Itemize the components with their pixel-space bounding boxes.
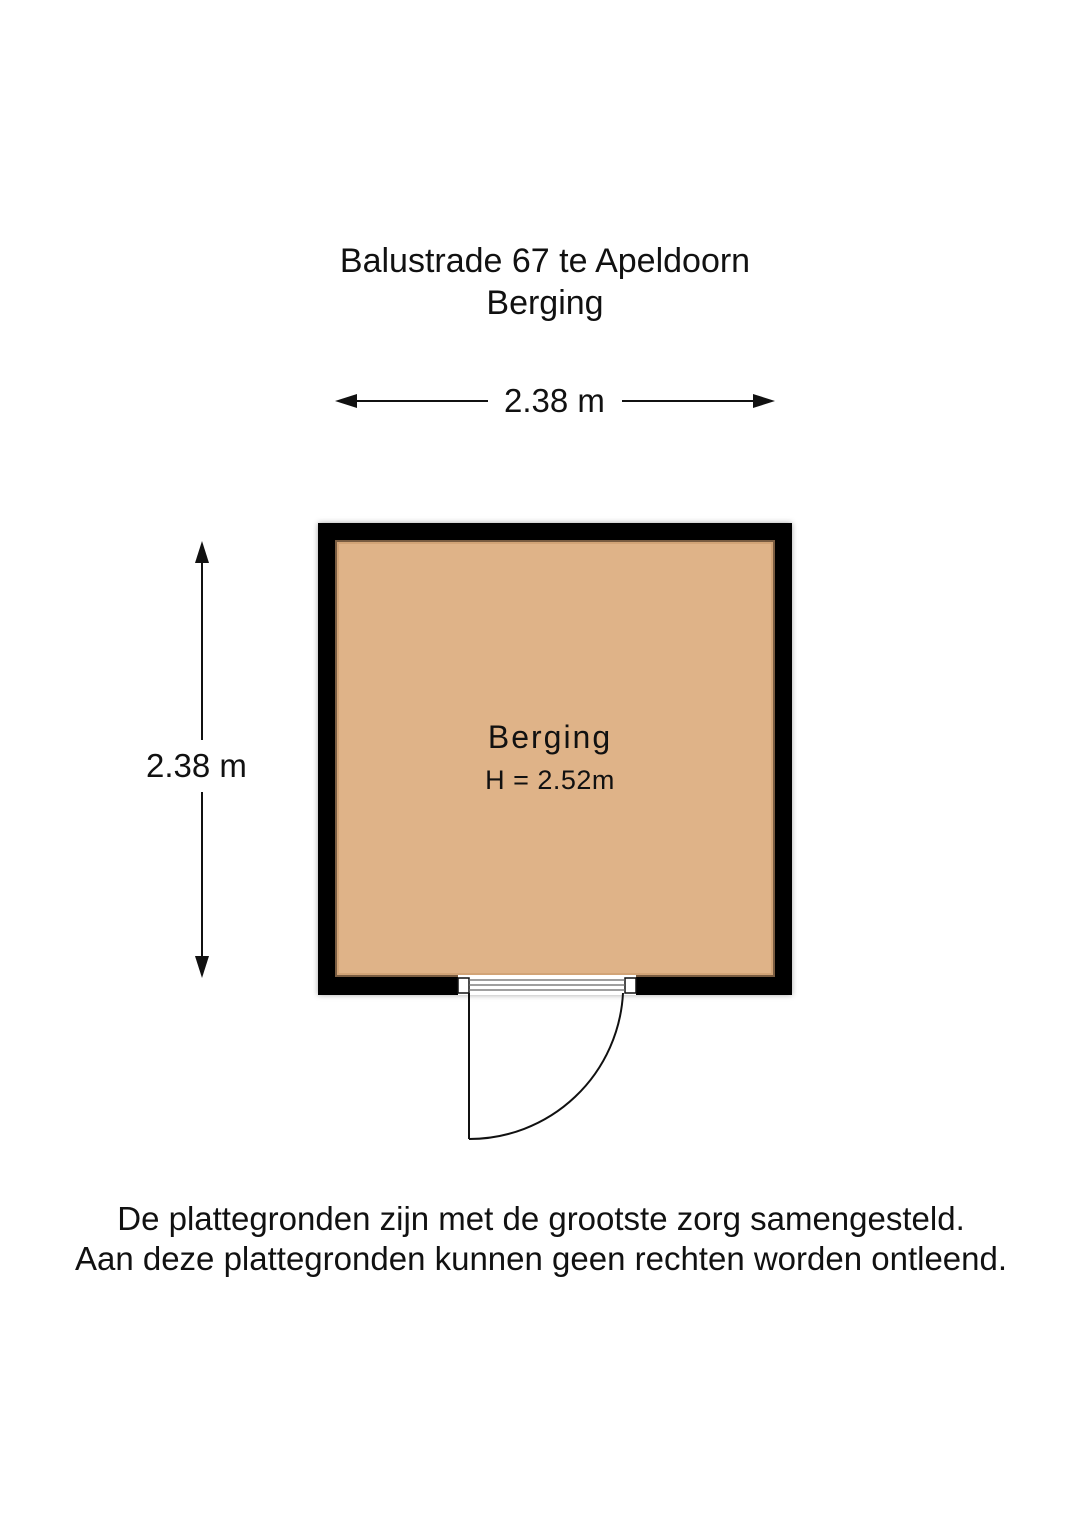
- room-height-label: H = 2.52m: [485, 765, 615, 795]
- disclaimer-text: De plattegronden zijn met de grootste zorg samengesteld.: [117, 1200, 965, 1237]
- floor-name: Berging: [486, 284, 604, 322]
- width-dimension-label: 2.38 m: [496, 381, 613, 421]
- room-floor: [337, 542, 773, 975]
- page-title: Balustrade 67 te Apeldoorn: [339, 242, 751, 280]
- room-name-label: Berging: [487, 719, 613, 755]
- disclaimer-text: Aan deze plattegronden kunnen geen rechten worden ontleend.: [74, 1240, 1008, 1277]
- door: [458, 975, 636, 1139]
- room-berging: [318, 523, 792, 995]
- depth-dimension-label: 2.38 m: [140, 740, 253, 792]
